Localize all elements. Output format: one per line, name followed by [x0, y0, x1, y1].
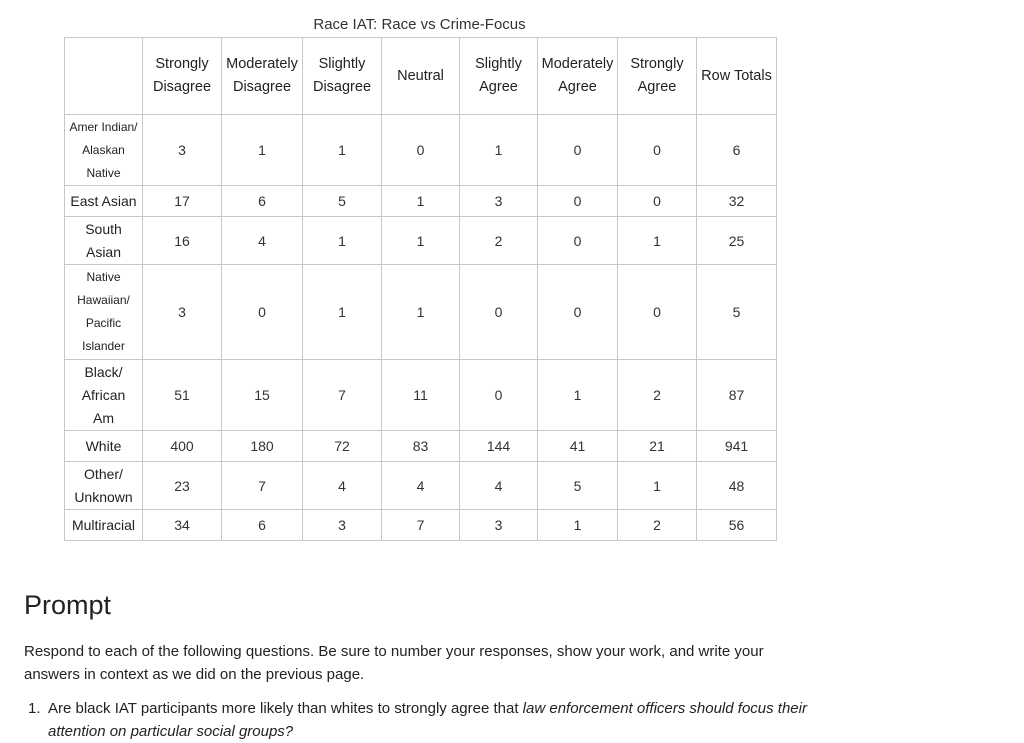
table-cell: 0 — [618, 115, 697, 186]
table-row — [65, 510, 777, 541]
table-cell: 41 — [538, 431, 618, 462]
table-cell: 2 — [618, 510, 697, 541]
table-row — [65, 360, 777, 431]
table-cell: 34 — [143, 510, 222, 541]
table-cell: 180 — [222, 431, 303, 462]
table-cell: 2 — [460, 217, 538, 265]
header-row — [65, 38, 777, 115]
prompt-heading: Prompt — [24, 590, 112, 620]
table-row — [65, 217, 777, 265]
table-cell: 1 — [538, 360, 618, 431]
table-cell: 3 — [460, 510, 538, 541]
table-cell: 400 — [143, 431, 222, 462]
table-cell: 1 — [382, 217, 460, 265]
prompt-intro: Respond to each of the following questions. Be sure to number your responses, show your work, and write your answers in context as we did on the previous page. — [24, 643, 764, 683]
row-total-cell: 25 — [697, 217, 777, 265]
header-row-totals: Row Totals — [697, 38, 777, 115]
table-cell: 83 — [382, 431, 460, 462]
table-cell: 16 — [143, 217, 222, 265]
row-label-east-asian: East Asian — [65, 186, 143, 217]
table-row — [65, 265, 777, 360]
row-total-cell: 32 — [697, 186, 777, 217]
table-cell: 1 — [538, 510, 618, 541]
table-cell: 3 — [143, 115, 222, 186]
row-total-cell: 87 — [697, 360, 777, 431]
table-cell: 0 — [460, 265, 538, 360]
table-cell: 1 — [382, 265, 460, 360]
header-moderately-agree: Moderately Agree — [538, 38, 618, 115]
table-cell: 7 — [382, 510, 460, 541]
table-cell: 0 — [382, 115, 460, 186]
question-list — [24, 697, 824, 743]
table-cell: 51 — [143, 360, 222, 431]
table-cell: 4 — [303, 462, 382, 510]
table-cell: 72 — [303, 431, 382, 462]
table-cell: 144 — [460, 431, 538, 462]
row-label-multiracial: Multiracial — [65, 510, 143, 541]
question-text-italic: law enforcement officers should focus their attention on particular social groups? — [48, 700, 807, 740]
table-cell: 3 — [143, 265, 222, 360]
race-iat-table — [64, 37, 777, 541]
table-row — [65, 462, 777, 510]
table-cell: 1 — [303, 265, 382, 360]
table-cell: 1 — [618, 462, 697, 510]
table-cell: 0 — [618, 186, 697, 217]
row-label-south-asian: South Asian — [65, 217, 143, 265]
table-cell: 3 — [303, 510, 382, 541]
header-slightly-disagree: Slightly Disagree — [303, 38, 382, 115]
row-label-white: White — [65, 431, 143, 462]
row-total-cell: 5 — [697, 265, 777, 360]
table-row — [65, 431, 777, 462]
question-item — [24, 697, 824, 743]
table-cell: 21 — [618, 431, 697, 462]
table-cell: 2 — [618, 360, 697, 431]
table-cell: 1 — [222, 115, 303, 186]
table-row — [65, 115, 777, 186]
header-strongly-agree: Strongly Agree — [618, 38, 697, 115]
row-label-amer-indian: Amer Indian/ Alaskan Native — [65, 115, 143, 186]
row-total-cell: 941 — [697, 431, 777, 462]
table-title: Race IAT: Race vs Crime-Focus — [313, 16, 526, 33]
table-cell: 1 — [303, 217, 382, 265]
table-cell: 0 — [538, 186, 618, 217]
table-cell: 0 — [538, 217, 618, 265]
table-cell: 6 — [222, 510, 303, 541]
row-total-cell: 56 — [697, 510, 777, 541]
table-cell: 6 — [222, 186, 303, 217]
table-cell: 23 — [143, 462, 222, 510]
table-cell: 0 — [538, 265, 618, 360]
table-cell: 4 — [460, 462, 538, 510]
table-cell: 1 — [618, 217, 697, 265]
table-row — [65, 186, 777, 217]
table-cell: 0 — [460, 360, 538, 431]
table-cell: 11 — [382, 360, 460, 431]
row-label-black-african-am: Black/ African Am — [65, 360, 143, 431]
question-number: 1. — [28, 700, 41, 717]
row-total-cell: 48 — [697, 462, 777, 510]
header-strongly-disagree: Strongly Disagree — [143, 38, 222, 115]
table-cell: 3 — [460, 186, 538, 217]
table-cell: 1 — [382, 186, 460, 217]
row-label-native-hawaiian: Native Hawaiian/ Pacific Islander — [65, 265, 143, 360]
row-label-other-unknown: Other/ Unknown — [65, 462, 143, 510]
table-cell: 15 — [222, 360, 303, 431]
table-cell: 5 — [303, 186, 382, 217]
table-cell: 17 — [143, 186, 222, 217]
header-moderately-disagree: Moderately Disagree — [222, 38, 303, 115]
table-cell: 4 — [382, 462, 460, 510]
table-cell: 7 — [303, 360, 382, 431]
row-total-cell: 6 — [697, 115, 777, 186]
table-cell: 7 — [222, 462, 303, 510]
table-cell: 5 — [538, 462, 618, 510]
table-cell: 0 — [618, 265, 697, 360]
corner-cell — [65, 38, 143, 115]
header-neutral: Neutral — [382, 38, 460, 115]
table-cell: 4 — [222, 217, 303, 265]
table-cell: 0 — [222, 265, 303, 360]
table-cell: 0 — [538, 115, 618, 186]
question-text: Are black IAT participants more likely than whites to strongly agree that — [48, 700, 523, 717]
header-slightly-agree: Slightly Agree — [460, 38, 538, 115]
table-cell: 1 — [460, 115, 538, 186]
table-cell: 1 — [303, 115, 382, 186]
